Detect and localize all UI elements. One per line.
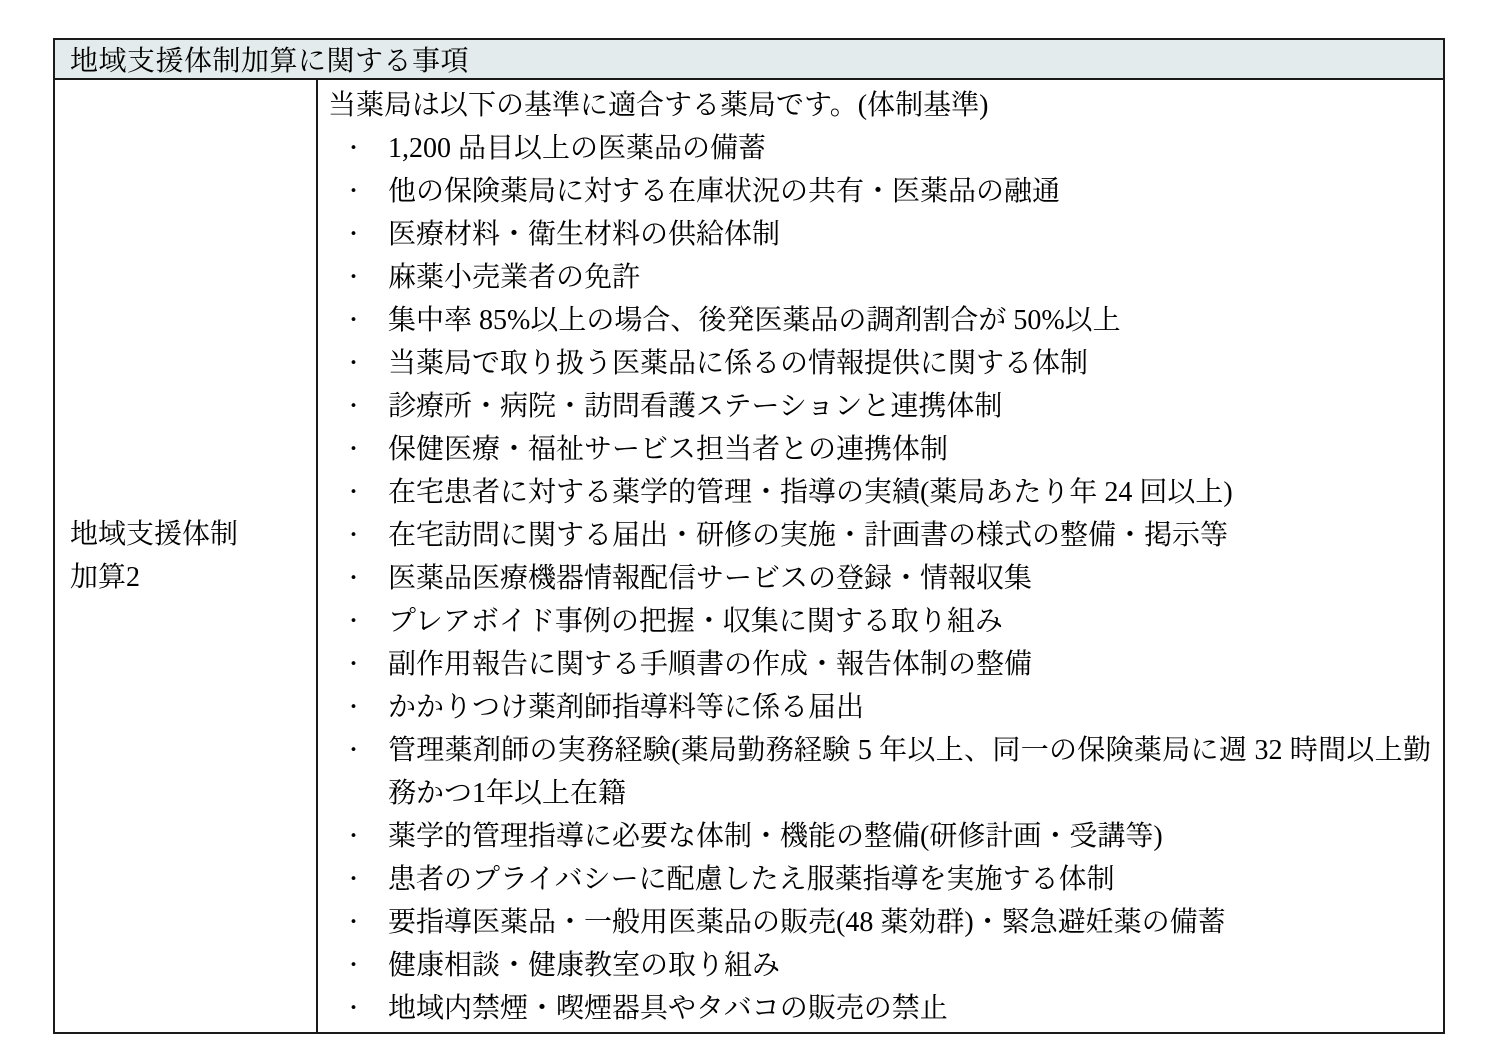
list-item — [328, 256, 1431, 299]
list-item-text: 副作用報告に関する手順書の作成・報告体制の整備 — [388, 649, 1033, 680]
bullet-icon: ・ — [343, 351, 364, 375]
list-item — [328, 428, 1431, 471]
list-item-text: 管理薬剤師の実務経験(薬局勤務経験 5 年以上、同一の保険薬局に週 32 時間以上勤務かつ1年以上在籍 — [388, 735, 1431, 809]
list-item-text: 他の保険薬局に対する在庫状況の共有・医薬品の融通 — [388, 176, 1061, 207]
table-body-row — [55, 80, 1443, 1032]
criteria-table — [53, 38, 1445, 1034]
list-item — [328, 987, 1431, 1030]
list-item — [328, 815, 1431, 858]
list-item-text: 医療材料・衛生材料の供給体制 — [388, 219, 781, 250]
list-item-text: 要指導医薬品・一般用医薬品の販売(48 薬効群)・緊急避妊薬の備蓄 — [388, 907, 1226, 938]
bullet-icon: ・ — [343, 308, 364, 332]
list-item-text: 診療所・病院・訪問看護ステーションと連携体制 — [388, 391, 1003, 422]
bullet-icon: ・ — [343, 265, 364, 289]
list-item-text: 医薬品医療機器情報配信サービスの登録・情報収集 — [388, 563, 1033, 594]
intro-text: 当薬局は以下の基準に適合する薬局です。(体制基準) — [328, 90, 989, 121]
list-item — [328, 299, 1431, 342]
bullet-icon: ・ — [343, 824, 364, 848]
bullet-icon: ・ — [343, 480, 364, 504]
list-item — [328, 170, 1431, 213]
criteria-list — [328, 127, 1431, 1030]
list-item — [328, 385, 1431, 428]
row-label-line-2: 加算2 — [70, 562, 141, 593]
list-item-text: 当薬局で取り扱う医薬品に係るの情報提供に関する体制 — [388, 348, 1089, 379]
bullet-icon: ・ — [343, 136, 364, 160]
bullet-icon: ・ — [343, 523, 364, 547]
list-item-text: 患者のプライバシーに配慮したえ服薬指導を実施する体制 — [388, 864, 1115, 895]
bullet-icon: ・ — [343, 910, 364, 934]
bullet-icon: ・ — [343, 953, 364, 977]
row-label-cell — [55, 80, 318, 1032]
list-item-text: 在宅訪問に関する届出・研修の実施・計画書の様式の整備・掲示等 — [388, 520, 1229, 551]
list-item — [328, 600, 1431, 643]
bullet-icon: ・ — [343, 867, 364, 891]
list-item — [328, 557, 1431, 600]
list-item — [328, 213, 1431, 256]
list-item-text: 地域内禁煙・喫煙器具やタバコの販売の禁止 — [388, 993, 948, 1024]
bullet-icon: ・ — [343, 996, 364, 1020]
table-header-row — [55, 40, 1443, 80]
bullet-icon: ・ — [343, 437, 364, 461]
bullet-icon: ・ — [343, 222, 364, 246]
list-item — [328, 342, 1431, 385]
bullet-icon: ・ — [343, 695, 364, 719]
list-item-text: 在宅患者に対する薬学的管理・指導の実績(薬局あたり年 24 回以上) — [388, 477, 1233, 508]
list-item — [328, 729, 1431, 815]
row-label-line-1: 地域支援体制 — [70, 519, 239, 550]
list-item — [328, 514, 1431, 557]
bullet-icon: ・ — [343, 566, 364, 590]
list-item-text: 集中率 85%以上の場合、後発医薬品の調剤割合が 50%以上 — [388, 305, 1121, 336]
list-item — [328, 858, 1431, 901]
list-item-text: 保健医療・福祉サービス担当者との連携体制 — [388, 434, 949, 465]
bullet-icon: ・ — [343, 394, 364, 418]
list-item — [328, 686, 1431, 729]
list-item — [328, 901, 1431, 944]
bullet-icon: ・ — [343, 609, 364, 633]
list-item-text: 健康相談・健康教室の取り組み — [388, 950, 781, 981]
bullet-icon: ・ — [343, 738, 364, 762]
table-header-title: 地域支援体制加算に関する事項 — [70, 46, 470, 77]
bullet-icon: ・ — [343, 652, 364, 676]
list-item — [328, 127, 1431, 170]
list-item-text: 薬学的管理指導に必要な体制・機能の整備(研修計画・受講等) — [388, 821, 1163, 852]
criteria-content-cell — [318, 80, 1443, 1032]
list-item-text: 麻薬小売業者の免許 — [388, 262, 641, 293]
list-item-text: かかりつけ薬剤師指導料等に係る届出 — [388, 692, 865, 723]
bullet-icon: ・ — [343, 179, 364, 203]
list-item — [328, 944, 1431, 987]
list-item-text: 1,200 品目以上の医薬品の備蓄 — [388, 133, 767, 164]
list-item — [328, 643, 1431, 686]
list-item — [328, 471, 1431, 514]
list-item-text: プレアボイド事例の把握・収集に関する取り組み — [388, 606, 1003, 637]
